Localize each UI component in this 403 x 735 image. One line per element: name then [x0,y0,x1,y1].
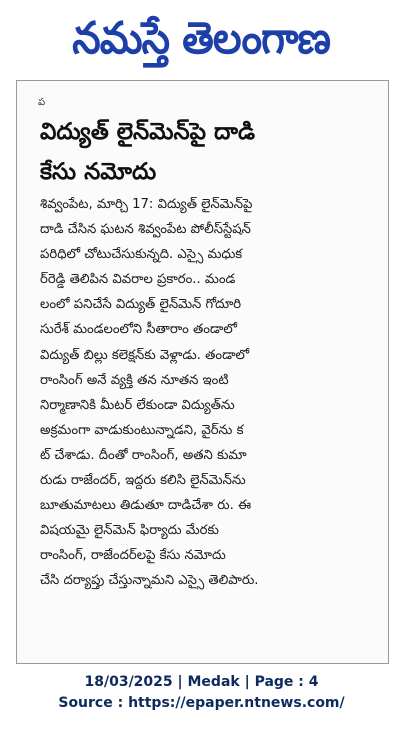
body-line: నిర్మాణానికి మీటర్ లేకుండా విద్యుత్‌ను [40,397,235,413]
newspaper-masthead [6,4,397,74]
body-line: విషయమై లైన్‌మెన్ ఫిర్యాదు మేరకు [40,523,219,539]
headline-line: విద్యుత్ లైన్‌మెన్‌పై దాడి [40,119,255,145]
body-line: పరిధిలో చోటుచేసుకున్నది. ఎస్సై మధుక [40,247,243,263]
body-line: శివ్వంపేట, మార్చి 17: విద్యుత్ లైన్‌మెన్‌పై [40,197,253,212]
article-body [40,192,370,594]
body-line: విద్యుత్ బిల్లు కలెక్షన్‌కు వెళ్లాడు. తండాలో [40,347,250,363]
body-line: రుడు రాజేందర్, ఇద్దరు కలిసి లైన్‌మెన్‌ను [40,473,246,489]
body-line: రాంసింగ్, రాజేందర్‌లపై కేసు నమోదు [40,548,226,564]
article-headline [40,112,370,192]
headline-line: కేసు నమోదు [40,159,157,185]
body-line: ట్ చేశాడు. దీంతో రాంసింగ్, అతని కుమా [40,447,247,463]
body-line: రాంసింగ్ అనే వ్యక్తి తన నూతన ఇంటి [40,372,229,388]
article-marker: ప [38,97,46,108]
body-line: ర్‌రెడ్డి తెలిపిన వివరాల ప్రకారం.. మండ [40,272,236,288]
body-line: అక్రమంగా వాడుకుంటున్నాడని, వైర్‌ను క [40,422,244,438]
body-line: సురేశ్ మండలంలోని సీతారాం తండాలో [40,322,237,338]
source-link[interactable]: Source : https://epaper.ntnews.com/ [58,695,345,711]
body-line: దాడి చేసిన ఘటన శివ్వంపేట పోలీస్‌స్టేషన్ [40,222,251,238]
body-line: లంలో పనిచేసే విద్యుత్ లైన్‌మెన్ గోదూరి [40,297,242,313]
body-line: చేసి దర్యాప్తు చేస్తున్నామని ఎస్సై తెలిపారు. [40,573,259,589]
edition-info: 18/03/2025 | Medak | Page : 4 [84,674,319,690]
masthead-title: నమస్తే తెలంగాణ [72,13,331,64]
page-footer [0,672,403,714]
body-line: బూతుమాటలు తిడుతూ దాడిచేశా రు. ఈ [40,498,252,514]
